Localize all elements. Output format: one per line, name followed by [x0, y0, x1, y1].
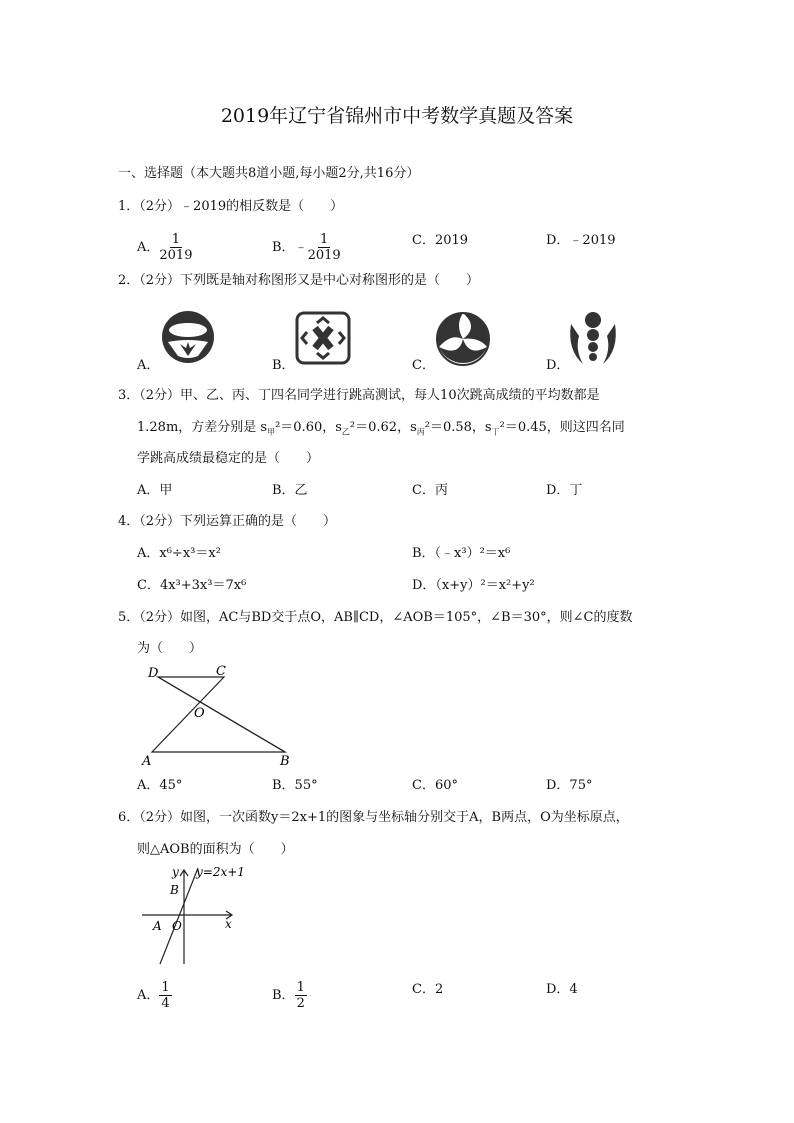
- q3-option-b[interactable]: B．乙: [272, 483, 308, 498]
- q5-option-b[interactable]: B．55°: [272, 778, 318, 793]
- question-5-line-1: 5．（2分）如图，AC与BD交于点O，AB∥CD，∠AOB＝105°，∠B＝30°，则∠C的度数: [118, 610, 633, 625]
- q1-option-b[interactable]: [272, 232, 341, 263]
- q2-option-a[interactable]: A．: [137, 358, 160, 373]
- subscript: 丁: [491, 427, 500, 437]
- question-6-line-1: 6．（2分）如图，一次函数y＝2x+1的图象与坐标轴分别交于A，B两点，O为坐标原点，: [118, 810, 629, 825]
- axis-label-x: x: [225, 917, 232, 931]
- question-1-stem: 1．（2分）﹣2019的相反数是（ ）: [118, 199, 344, 214]
- q1-option-a[interactable]: [137, 232, 192, 263]
- question-3-line-2: [137, 420, 625, 441]
- question-6-line-2: 则△AOB的面积为（ ）: [137, 842, 294, 857]
- q3-option-c[interactable]: C．丙: [412, 483, 448, 498]
- emblem-b-icon: [295, 311, 351, 365]
- fraction: [295, 980, 307, 1011]
- subscript: 甲: [267, 427, 276, 437]
- question-4-stem: 4．（2分）下列运算正确的是（ ）: [118, 514, 337, 529]
- question-3-line-1: 3．（2分）甲、乙、丙、丁四名同学进行跳高测试，每人10次跳高成绩的平均数都是: [118, 388, 600, 403]
- fraction: [159, 232, 192, 263]
- q4-option-d[interactable]: D．（x+y）²＝x²+y²: [412, 578, 535, 593]
- point-label-a: A: [142, 754, 152, 769]
- q3-option-a[interactable]: A．甲: [137, 483, 173, 498]
- q6-option-a[interactable]: [137, 980, 172, 1011]
- point-label-c: C: [216, 664, 226, 679]
- fraction: [308, 232, 341, 263]
- numerator: 1: [161, 980, 170, 995]
- point-label-a: A: [153, 919, 162, 933]
- line-equation-label: y=2x+1: [196, 865, 245, 879]
- subscript: 乙: [341, 427, 350, 437]
- text: ²＝0.62，s: [349, 420, 417, 435]
- question-5-line-2: 为（ ）: [137, 641, 203, 656]
- q5-option-a[interactable]: A．45°: [137, 778, 183, 793]
- text: 1.28m，方差分别是 s: [137, 420, 268, 435]
- q2-option-b[interactable]: B．: [272, 358, 295, 373]
- q2-option-c[interactable]: C．: [412, 358, 435, 373]
- axis-label-y: y: [172, 865, 179, 879]
- q2-option-d[interactable]: D．: [546, 358, 570, 373]
- text: ²＝0.45，则这四名同: [499, 420, 625, 435]
- q4-option-a[interactable]: A．x⁶÷x³＝x²: [137, 546, 221, 561]
- question-2-stem: 2．（2分）下列既是轴对称图形又是中心对称图形的是（ ）: [118, 273, 480, 288]
- fraction: [159, 980, 171, 1011]
- point-label-d: D: [148, 666, 159, 681]
- text: ²＝0.58，s: [424, 420, 492, 435]
- denominator: 2: [296, 996, 305, 1011]
- q5-option-c[interactable]: C．60°: [412, 778, 458, 793]
- section-heading: 一、选择题（本大题共8道小题,每小题2分,共16分）: [118, 166, 420, 181]
- q4-option-c[interactable]: C．4x³+3x³＝7x⁶: [137, 578, 247, 593]
- denominator: 2019: [159, 248, 193, 263]
- q5-option-d[interactable]: D．75°: [546, 778, 593, 793]
- option-label: A．: [137, 988, 160, 1003]
- q6-option-b[interactable]: [272, 980, 307, 1011]
- q6-coordinate-figure: [140, 862, 250, 968]
- denominator: 2019: [307, 248, 341, 263]
- q5-geometry-figure: [140, 662, 300, 770]
- q3-option-d[interactable]: D．丁: [546, 483, 583, 498]
- option-label: A．: [137, 240, 160, 255]
- q4-option-b[interactable]: B．（﹣x³）²＝x⁶: [412, 546, 511, 561]
- text: ²＝0.60，s: [275, 420, 342, 435]
- q1-option-d[interactable]: D．﹣2019: [546, 233, 616, 248]
- page-title: 2019年辽宁省锦州市中考数学真题及答案: [220, 105, 574, 127]
- numerator: 1: [171, 232, 181, 247]
- point-label-o: O: [172, 919, 182, 933]
- subscript: 丙: [416, 427, 425, 437]
- emblem-c-icon: [435, 311, 491, 367]
- option-label: B．﹣: [272, 240, 308, 255]
- emblem-a-icon: [160, 308, 216, 366]
- denominator: 4: [161, 996, 170, 1011]
- point-label-b: B: [170, 883, 179, 897]
- emblem-d-icon: [565, 310, 621, 368]
- numerator: 1: [319, 232, 329, 247]
- q6-option-d[interactable]: D．4: [546, 982, 578, 997]
- point-label-o: O: [194, 706, 205, 721]
- point-label-b: B: [280, 754, 290, 769]
- option-label: B．: [272, 988, 295, 1003]
- question-3-line-3: 学跳高成绩最稳定的是（ ）: [137, 451, 320, 466]
- q1-option-c[interactable]: C．2019: [412, 233, 469, 248]
- q6-option-c[interactable]: C．2: [412, 982, 444, 997]
- numerator: 1: [296, 980, 305, 995]
